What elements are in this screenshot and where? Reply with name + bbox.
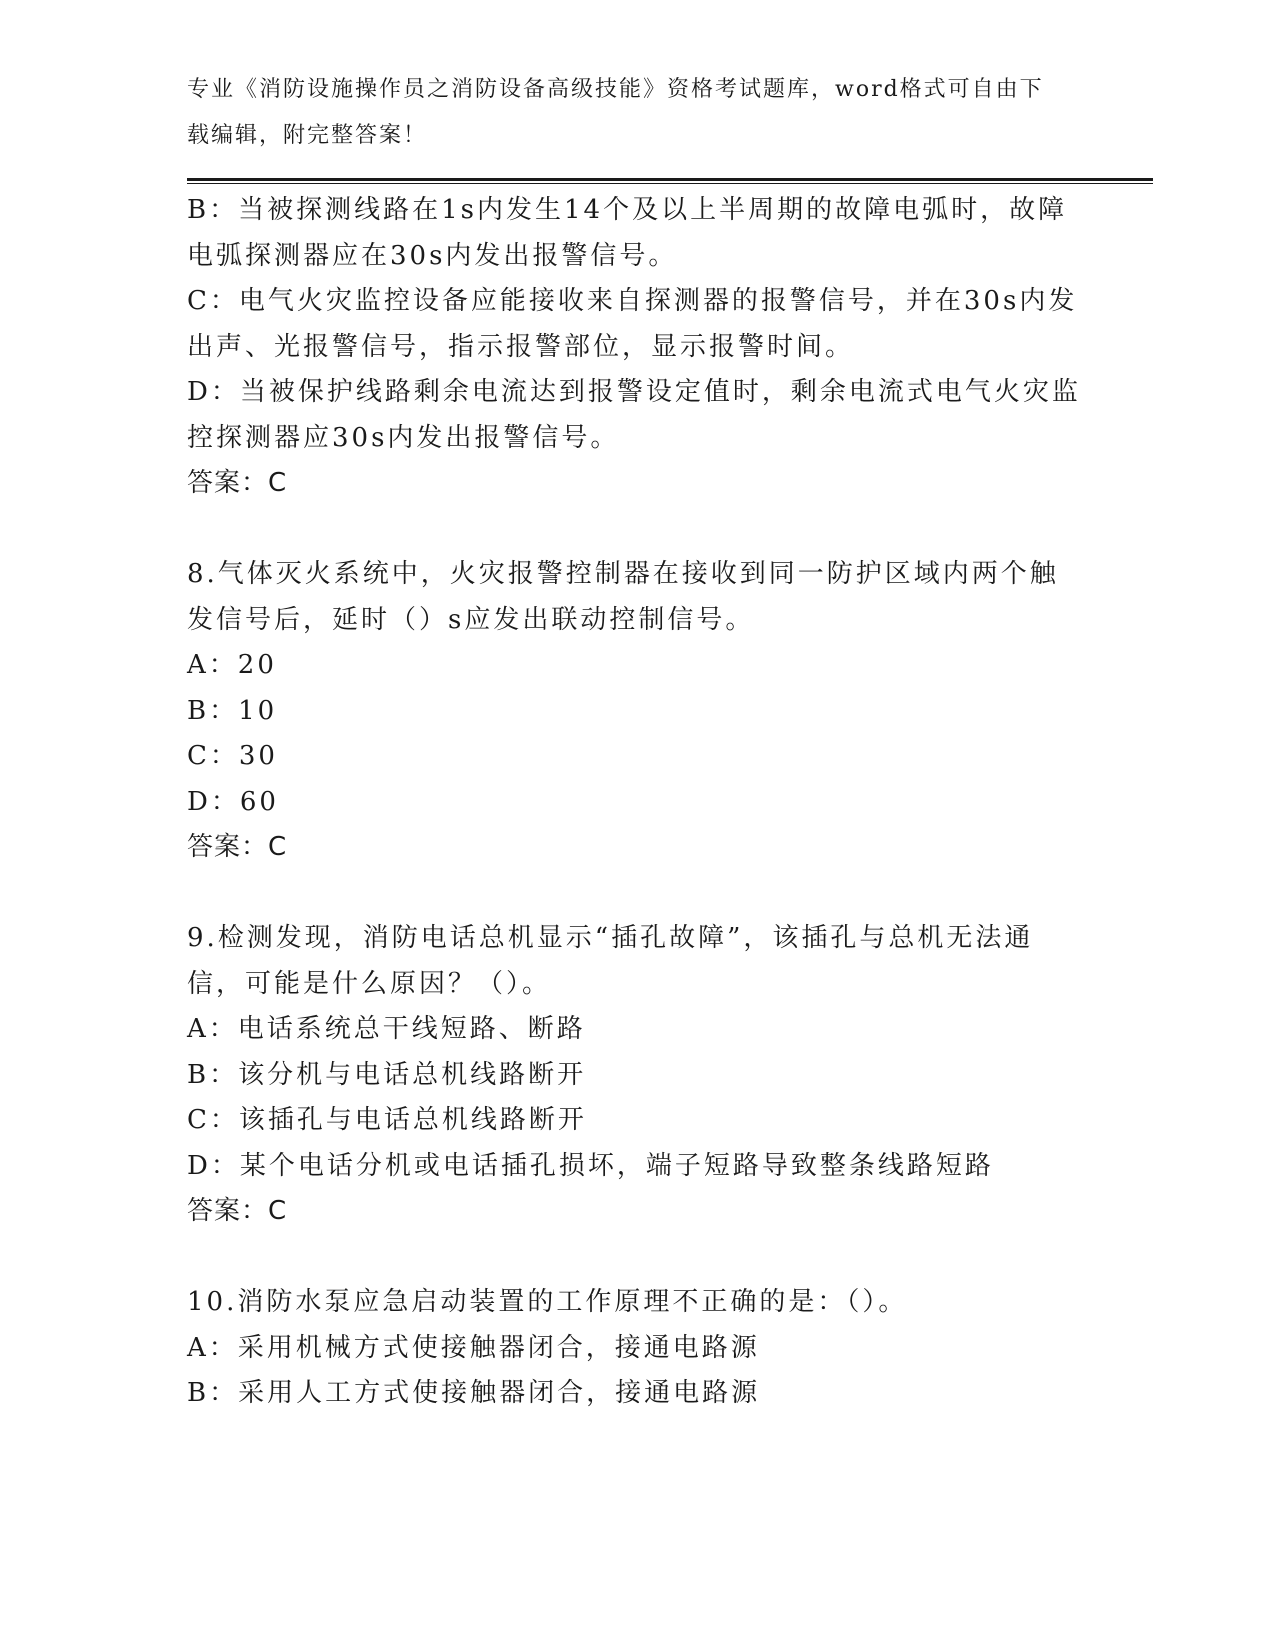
q8-answer: 答案：C — [187, 832, 288, 862]
header-line-1: 专业《消防设施操作员之消防设备高级技能》资格考试题库，word格式可自由下 — [187, 77, 1044, 102]
question-list — [187, 188, 1087, 1417]
question-9 — [187, 916, 1087, 1235]
question-10 — [187, 1280, 1087, 1417]
q7-answer: 答案：C — [187, 468, 288, 498]
q10-stem-line-1: 10.消防水泵应急启动装置的工作原理不正确的是：（）。 — [187, 1287, 908, 1317]
q10-option-a: A：采用机械方式使接触器闭合，接通电路源 — [187, 1332, 760, 1363]
q9-option-b: B：该分机与电话总机线路断开 — [187, 1059, 587, 1090]
q9-stem-line-2: 信，可能是什么原因？（）。 — [187, 968, 552, 999]
q10-option-b: B：采用人工方式使接触器闭合，接通电路源 — [187, 1378, 761, 1408]
q9-option-d: D：某个电话分机或电话插孔损坏，端子短路导致整条线路短路 — [187, 1150, 994, 1181]
q7-option-b-line-1: B：当被探测线路在1s内发生14个及以上半周期的故障电弧时，故障 — [187, 195, 1068, 225]
header-divider-thick — [187, 178, 1153, 181]
header-divider-thin — [187, 183, 1153, 184]
spacer — [187, 871, 1087, 917]
question-7-tail — [187, 188, 1087, 507]
q8-option-d: D：60 — [187, 786, 279, 817]
document-header — [187, 74, 1067, 165]
question-8 — [187, 552, 1087, 871]
spacer — [187, 507, 1087, 553]
q9-option-a: A：电话系统总干线短路、断路 — [187, 1014, 586, 1044]
q8-option-c: C：30 — [187, 741, 278, 771]
q8-stem-line-2: 发信号后，延时（）s应发出联动控制信号。 — [187, 604, 755, 635]
q7-option-b-line-2: 电弧探测器应在30s内发出报警信号。 — [187, 240, 678, 271]
q8-option-a: A：20 — [187, 650, 277, 680]
q9-stem-line-1: 9.检测发现，消防电话总机显示“插孔故障”，该插孔与总机无法通 — [187, 923, 1034, 953]
q8-stem-line-1: 8.气体灭火系统中，火灾报警控制器在接收到同一防护区域内两个触 — [187, 559, 1059, 589]
q7-option-d-line-2: 控探测器应30s内发出报警信号。 — [187, 422, 620, 453]
q7-option-c-line-1: C：电气火灾监控设备应能接收来自探测器的报警信号，并在30s内发 — [187, 286, 1078, 316]
q7-option-d-line-1: D：当被保护线路剩余电流达到报警设定值时，剩余电流式电气火灾监 — [187, 377, 1081, 407]
spacer — [187, 1235, 1087, 1281]
q8-option-b: B：10 — [187, 695, 278, 726]
q9-answer: 答案：C — [187, 1196, 288, 1226]
q7-option-c-line-2: 出声、光报警信号，指示报警部位，显示报警时间。 — [187, 331, 855, 362]
q9-option-c: C：该插孔与电话总机线路断开 — [187, 1105, 587, 1135]
header-line-2: 载编辑，附完整答案！ — [187, 122, 428, 148]
